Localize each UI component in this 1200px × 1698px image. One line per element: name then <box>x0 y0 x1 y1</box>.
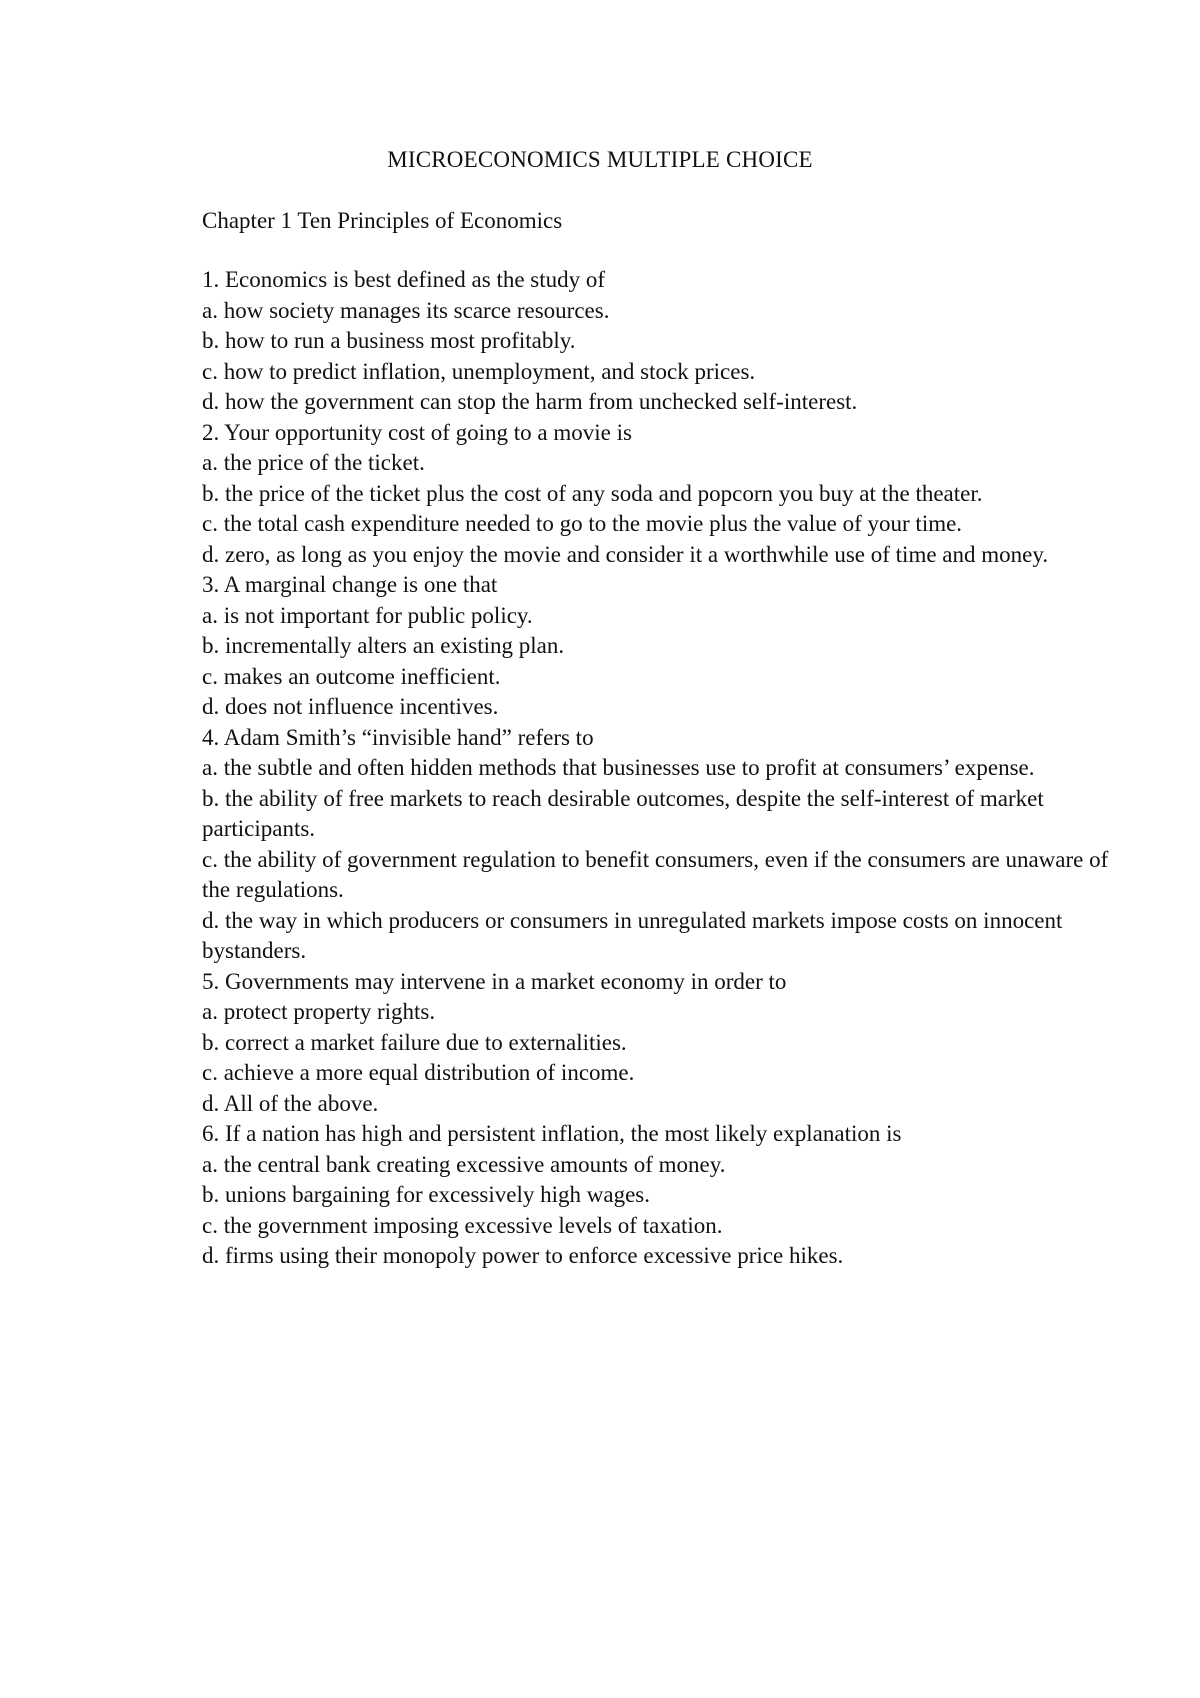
question-stem: 5. Governments may intervene in a market economy in order to <box>202 968 787 994</box>
answer-option: b. how to run a business most profitably. <box>202 328 576 353</box>
answer-option: a. the central bank creating excessive amounts of money. <box>202 1151 726 1177</box>
document-title: MICROECONOMICS MULTIPLE CHOICE <box>387 147 813 172</box>
answer-option: b. the ability of free markets to reach desirable outcomes, despite the self-interest of market participants. <box>202 785 1044 841</box>
answer-option: c. achieve a more equal distribution of income. <box>202 1060 635 1085</box>
question-stem: 1. Economics is best defined as the study of <box>202 267 606 292</box>
answer-option: c. the ability of government regulation to benefit consumers, even if the consumers are unaware of the regulations. <box>202 846 1109 902</box>
question-stem: 6. If a nation has high and persistent inflation, the most likely explanation is <box>202 1121 902 1146</box>
answer-option: d. does not influence incentives. <box>202 694 499 719</box>
answer-option: a. how society manages its scarce resources. <box>202 297 610 323</box>
answer-option: c. the government imposing excessive levels of taxation. <box>202 1212 723 1238</box>
answer-option: a. the price of the ticket. <box>202 450 425 475</box>
question-6 <box>202 1119 1120 1272</box>
answer-option: b. correct a market failure due to externalities. <box>202 1029 627 1055</box>
answer-option: b. the price of the ticket plus the cost of any soda and popcorn you buy at the theater. <box>202 480 983 506</box>
answer-option: d. firms using their monopoly power to enforce excessive price hikes. <box>202 1243 844 1268</box>
answer-option: c. the total cash expenditure needed to go to the movie plus the value of your time. <box>202 511 963 536</box>
chapter-heading: Chapter 1 Ten Principles of Economics <box>202 208 563 233</box>
question-list <box>202 265 1120 1272</box>
answer-option: b. incrementally alters an existing plan. <box>202 633 565 658</box>
answer-option: c. makes an outcome inefficient. <box>202 663 501 689</box>
answer-option: a. protect property rights. <box>202 999 436 1024</box>
question-stem: 3. A marginal change is one that <box>202 572 498 597</box>
answer-option: c. how to predict inflation, unemployment, and stock prices. <box>202 358 756 384</box>
question-3 <box>202 570 1120 723</box>
answer-option: d. how the government can stop the harm from unchecked self-interest. <box>202 389 858 414</box>
answer-option: d. the way in which producers or consumers in unregulated markets impose costs on innocent bystanders. <box>202 907 1063 963</box>
answer-option: d. zero, as long as you enjoy the movie and consider it a worthwhile use of time and money. <box>202 541 1049 567</box>
answer-option: b. unions bargaining for excessively high wages. <box>202 1182 650 1207</box>
question-2 <box>202 418 1120 571</box>
question-5 <box>202 967 1120 1120</box>
question-4 <box>202 723 1120 967</box>
answer-option: d. All of the above. <box>202 1090 379 1116</box>
question-stem: 4. Adam Smith’s “invisible hand” refers to <box>202 724 594 750</box>
question-1 <box>202 265 1120 418</box>
question-stem: 2. Your opportunity cost of going to a movie is <box>202 419 632 445</box>
answer-option: a. the subtle and often hidden methods that businesses use to profit at consumers’ expense. <box>202 755 1035 780</box>
answer-option: a. is not important for public policy. <box>202 602 533 628</box>
